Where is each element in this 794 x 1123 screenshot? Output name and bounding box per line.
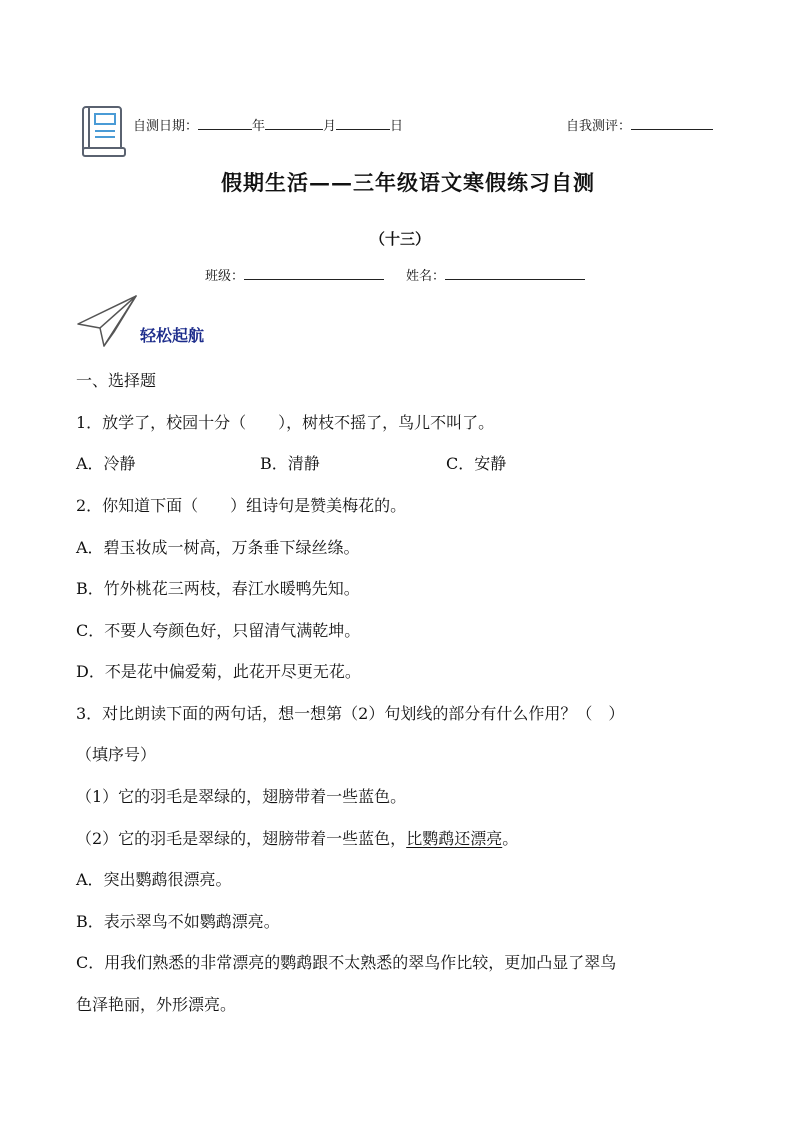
q3-note: （填序号） <box>76 745 157 764</box>
q2-option-a[interactable]: A．碧玉妆成一树高，万条垂下绿丝绦。 <box>76 538 360 557</box>
q3-stem: 3．对比朗读下面的两句话，想一想第（2）句划线的部分有什么作用？（ ） <box>76 704 625 723</box>
self-eval-blank[interactable] <box>631 115 713 130</box>
q3-sentence-2 <box>76 826 518 849</box>
page-title: 假期生活——三年级语文寒假练习自测 <box>221 170 595 195</box>
self-test-date <box>133 115 403 134</box>
section-banner: 轻松起航 <box>140 326 205 345</box>
year-label: 年 <box>252 119 266 134</box>
class-label: 班级： <box>205 269 245 284</box>
q1-option-a[interactable]: A．冷静 <box>76 454 136 473</box>
q3-option-b[interactable]: B．表示翠鸟不如鹦鹉漂亮。 <box>76 912 280 931</box>
day-blank[interactable] <box>336 115 390 130</box>
month-blank[interactable] <box>265 115 323 130</box>
month-label: 月 <box>323 119 337 134</box>
self-evaluation <box>566 115 713 134</box>
class-field <box>205 265 384 284</box>
q2-option-c[interactable]: C．不要人夸颜色好，只留清气满乾坤。 <box>76 621 361 640</box>
name-label: 姓名： <box>406 269 446 284</box>
q3-sentence-2-text: （2）它的羽毛是翠绿的，翅膀带着一些蓝色， <box>76 829 407 848</box>
q2-stem: 2．你知道下面（ ）组诗句是赞美梅花的。 <box>76 496 407 515</box>
q1-option-b[interactable]: B．清静 <box>260 454 320 473</box>
class-blank[interactable] <box>244 265 384 280</box>
q3-option-a[interactable]: A．突出鹦鹉很漂亮。 <box>76 870 232 889</box>
year-blank[interactable] <box>198 115 252 130</box>
q1-option-c[interactable]: C．安静 <box>446 454 507 473</box>
page-subtitle: （十三） <box>370 230 431 248</box>
q3-option-c-cont: 色泽艳丽，外形漂亮。 <box>76 995 237 1014</box>
q2-option-d[interactable]: D．不是花中偏爱菊，此花开尽更无花。 <box>76 662 361 681</box>
name-blank[interactable] <box>445 265 585 280</box>
self-eval-label: 自我测评： <box>566 119 632 134</box>
paper-plane-icon <box>74 292 142 350</box>
q3-underlined-phrase: 比鹦鹉还漂亮 <box>406 829 503 848</box>
section-heading: 一、选择题 <box>76 371 157 390</box>
date-label: 自测日期： <box>133 119 199 134</box>
q1-stem: 1．放学了，校园十分（ ），树枝不摇了，鸟儿不叫了。 <box>76 413 495 432</box>
name-field <box>406 265 585 284</box>
q3-sentence-2-end: 。 <box>502 829 519 848</box>
q2-option-b[interactable]: B．竹外桃花三两枝，春江水暖鸭先知。 <box>76 579 360 598</box>
book-icon <box>80 104 128 160</box>
day-label: 日 <box>390 119 404 134</box>
q3-option-c[interactable]: C．用我们熟悉的非常漂亮的鹦鹉跟不太熟悉的翠鸟作比较，更加凸显了翠鸟 <box>76 953 617 972</box>
q3-sentence-1: （1）它的羽毛是翠绿的，翅膀带着一些蓝色。 <box>76 787 407 806</box>
